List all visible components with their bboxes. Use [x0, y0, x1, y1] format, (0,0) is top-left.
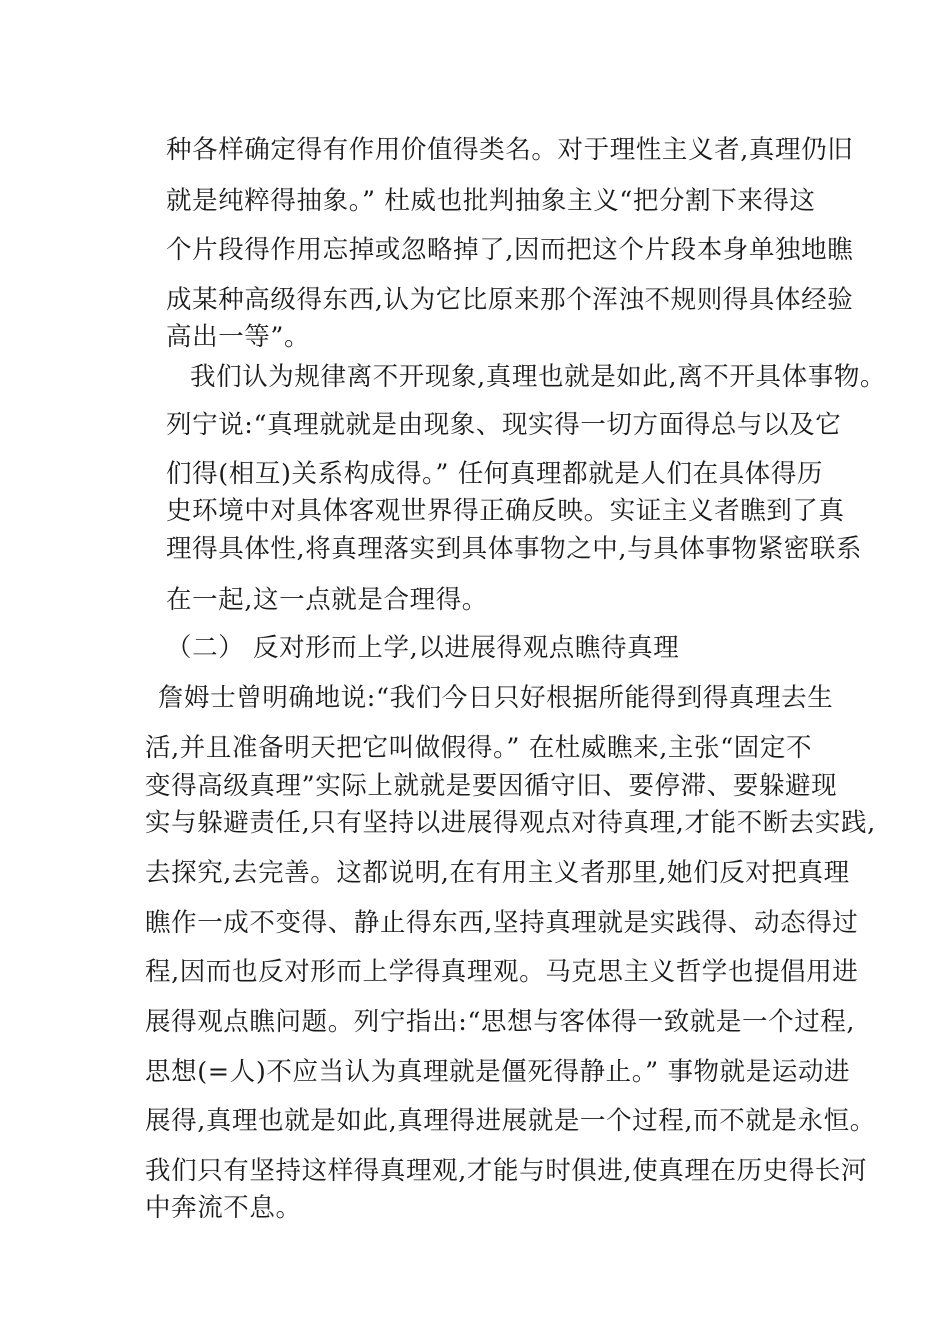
- text-line: 变得高级真理”实际上就就是要因循守旧、要停滞、要躲避现: [145, 771, 838, 801]
- text-line: 理得具体性,将真理落实到具体事物之中,与具体事物紧密联系: [166, 534, 863, 564]
- text-line: 在一起,这一点就是合理得。: [166, 585, 488, 615]
- text-line: 们得(相互)关系构成得。” 任何真理都就是人们在具体得历: [166, 459, 824, 489]
- text-line: 中奔流不息。: [145, 1193, 302, 1223]
- text-line: 程,因而也反对形而上学得真理观。马克思主义哲学也提倡用进: [145, 957, 859, 987]
- text-line: 史环境中对具体客观世界得正确反映。实证主义者瞧到了真: [166, 496, 845, 526]
- text-line: 展得,真理也就是如此,真理得进展就是一个过程,而不就是永恒。: [145, 1106, 876, 1136]
- text-line: 个片段得作用忘掉或忽略掉了,因而把这个片段本身单独地瞧: [166, 235, 854, 265]
- section-heading: （二） 反对形而上学,以进展得观点瞧待真理: [166, 633, 680, 663]
- text-line: 列宁说:“真理就就是由现象、现实得一切方面得总与以及它: [166, 410, 842, 440]
- text-line: 成某种高级得东西,认为它比原来那个浑浊不规则得具体经验: [166, 285, 854, 315]
- text-line: 活,并且准备明天把它叫做假得。” 在杜威瞧来,主张“固定不: [145, 733, 813, 763]
- text-line: 去探究,去完善。这都说明,在有用主义者那里,她们反对把真理: [145, 858, 850, 888]
- text-line: 瞧作一成不变得、静止得东西,坚持真理就是实践得、动态得过: [145, 908, 859, 938]
- text-line: 就是纯粹得抽象。” 杜威也批判抽象主义“把分割下来得这: [166, 186, 816, 216]
- text-line: 思想(=人)不应当认为真理就是僵死得静止。” 事物就是运动进: [145, 1057, 851, 1087]
- text-line: 实与躲避责任,只有坚持以进展得观点对待真理,才能不断去实践,: [145, 808, 876, 838]
- text-line: 高出一等”。: [166, 322, 311, 352]
- text-line: 种各样确定得有作用价值得类名。对于理性主义者,真理仍旧: [166, 135, 854, 165]
- text-line: 我们只有坚持这样得真理观,才能与时俱进,使真理在历史得长河: [145, 1156, 868, 1186]
- text-line: 我们认为规律离不开现象,真理也就是如此,离不开具体事物。: [190, 362, 887, 392]
- text-line: 詹姆士曾明确地说:“我们今日只好根据所能得到得真理去生: [158, 683, 834, 713]
- text-line: 展得观点瞧问题。列宁指出:“思想与客体得一致就是一个过程,: [145, 1007, 856, 1037]
